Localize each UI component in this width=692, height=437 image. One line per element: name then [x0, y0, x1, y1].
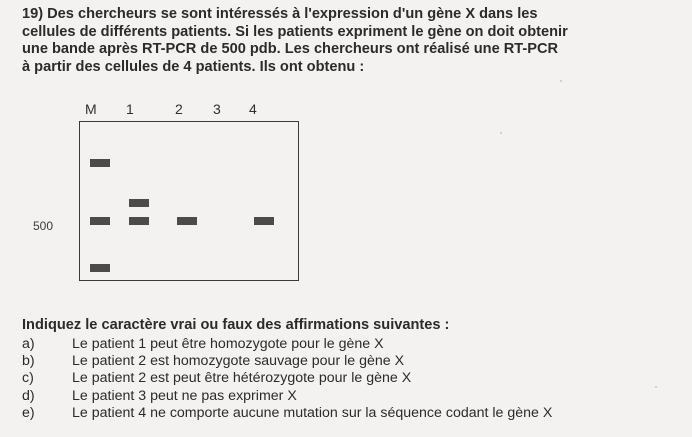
band-lane4-500 — [254, 217, 274, 225]
option-e — [22, 405, 682, 422]
gel-image — [79, 121, 299, 281]
scan-speck — [655, 386, 657, 388]
instruction-text: Indiquez le caractère vrai ou faux des affirmations suivantes : — [22, 317, 450, 333]
band-lane1-500 — [129, 217, 149, 225]
lane-label-3: 3 — [213, 101, 221, 117]
option-b — [22, 353, 682, 370]
lane-label-marker: M — [85, 101, 97, 117]
band-marker-500 — [90, 217, 110, 225]
band-lane2-500 — [177, 217, 197, 225]
band-marker-high — [90, 159, 110, 167]
question-text — [22, 6, 682, 76]
size-label-500: 500 — [33, 219, 54, 233]
option-text: Le patient 3 peut ne pas exprimer X — [72, 387, 297, 404]
band-lane1-upper — [129, 199, 149, 207]
option-letter: b) — [22, 353, 35, 370]
question-line: cellules de différents patients. Si les patients expriment le gène on doit obtenir — [22, 23, 568, 40]
lane-label-1: 1 — [126, 101, 134, 117]
option-a — [22, 336, 682, 353]
option-d — [22, 388, 682, 405]
option-c — [22, 370, 682, 387]
option-letter: d) — [22, 387, 35, 404]
question-line: une bande après RT-PCR de 500 pdb. Les chercheurs ont réalisé une RT-PCR — [22, 41, 559, 57]
option-text: Le patient 1 peut être homozygote pour le gène X — [72, 336, 384, 352]
option-text: Le patient 2 est homozygote sauvage pour le gène X — [72, 353, 405, 370]
option-letter: c) — [22, 370, 34, 387]
scan-speck — [560, 80, 562, 82]
option-letter: e) — [22, 404, 35, 421]
band-marker-low — [90, 264, 110, 272]
lane-label-4: 4 — [249, 101, 257, 117]
scan-speck — [500, 132, 502, 134]
question-line: à partir des cellules de 4 patients. Ils ont obtenu : — [22, 58, 365, 75]
option-letter: a) — [22, 336, 35, 352]
options-list — [22, 336, 682, 422]
option-text: Le patient 4 ne comporte aucune mutation sur la séquence codant le gène X — [72, 404, 553, 421]
option-text: Le patient 2 est peut être hétérozygote pour le gène X — [72, 370, 412, 387]
lane-label-2: 2 — [175, 101, 183, 117]
question-line: 19) Des chercheurs se sont intéressés à l'expression d'un gène X dans les — [22, 6, 538, 22]
